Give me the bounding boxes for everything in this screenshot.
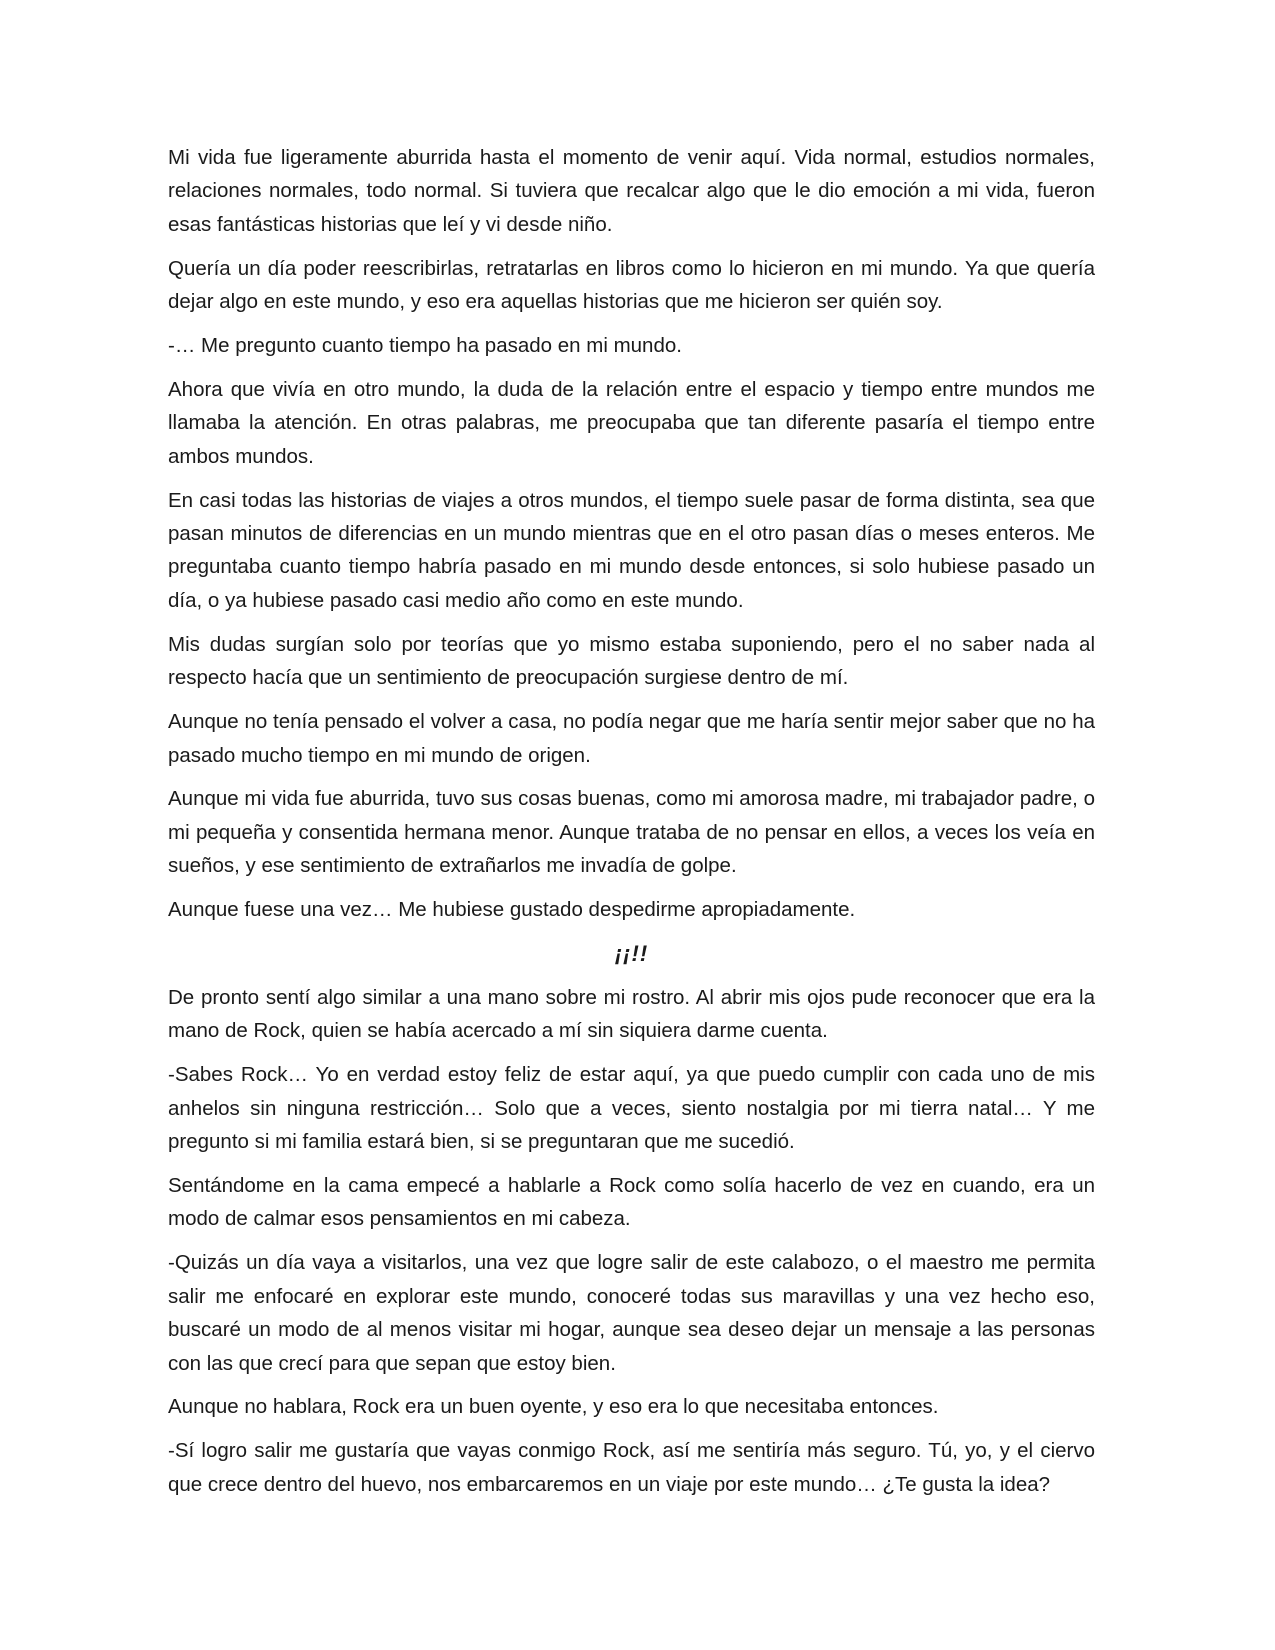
paragraph: En casi todas las historias de viajes a otros mundos, el tiempo suele pasar de forma distinta, sea que pasan minutos de diferencias en un mundo mientras que en el otro pasan días o meses enteros. Me preguntaba cuanto tiempo habría pasado en mi mundo desde entonces, si solo hubiese pasado un día, o ya hubiese pasado casi medio año como en este mundo. xyxy=(168,488,1095,612)
paragraph: Mi vida fue ligeramente aburrida hasta el momento de venir aquí. Vida normal, estudios normales, relaciones normales, todo normal. Si tuviera que recalcar algo que le dio emoción a mi vida, fueron esas fantásticas historias que leí y vi desde niño. xyxy=(168,146,1095,236)
paragraph: -Sabes Rock… Yo en verdad estoy feliz de estar aquí, ya que puedo cumplir con cada uno de mis anhelos sin ninguna restricción… Solo que a veces, siento nostalgia por mi tierra natal… Y me pregunto si mi familia estará bien, si se preguntaran que me sucedió. xyxy=(168,1063,1095,1154)
paragraph: -Sí logro salir me gustaría que vayas conmigo Rock, así me sentiría más seguro. Tú, yo, y el ciervo que crece dentro del huevo, nos embarcaremos en un viaje por este mundo… ¿Te gusta la idea? xyxy=(168,1439,1095,1496)
paragraph: Aunque mi vida fue aburrida, tuvo sus cosas buenas, como mi amorosa madre, mi trabajador padre, o mi pequeña y consentida hermana menor. Aunque trataba de no pensar en ellos, a veces los veía en sueños, y ese sentimiento de extrañarlos me invadía de golpe. xyxy=(168,787,1095,878)
scene-break-marker: ¡¡!! xyxy=(614,941,649,967)
paragraph: -… Me pregunto cuanto tiempo ha pasado en mi mundo. xyxy=(168,334,682,358)
paragraph: Quería un día poder reescribirlas, retratarlas en libros como lo hicieron en mi mundo. Ya que quería dejar algo en este mundo, y eso era aquellas historias que me hicieron ser quién soy. xyxy=(168,256,1095,314)
paragraph: Aunque fuese una vez… Me hubiese gustado despedirme apropiadamente. xyxy=(168,898,856,922)
paragraph: Aunque no tenía pensado el volver a casa, no podía negar que me haría sentir mejor saber que no ha pasado mucho tiempo en mi mundo de origen. xyxy=(168,710,1095,767)
paragraph: Ahora que vivía en otro mundo, la duda de la relación entre el espacio y tiempo entre mundos me llamaba la atención. En otras palabras, me preocupaba que tan diferente pasaría el tiempo entre ambos mundos. xyxy=(168,377,1095,468)
paragraph: Sentándome en la cama empecé a hablarle a Rock como solía hacerlo de vez en cuando, era un modo de calmar esos pensamientos en mi cabeza. xyxy=(168,1173,1095,1231)
paragraph: -Quizás un día vaya a visitarlos, una vez que logre salir de este calabozo, o el maestro me permita salir me enfocaré en explorar este mundo, conoceré todas sus maravillas y una vez hecho eso, buscaré un modo de al menos visitar mi hogar, aunque sea deseo dejar un mensaje a las personas con las que crecí para que sepan que estoy bien. xyxy=(168,1251,1095,1375)
paragraph: Mis dudas surgían solo por teorías que yo mismo estaba suponiendo, pero el no saber nada al respecto hacía que un sentimiento de preocupación surgiese dentro de mí. xyxy=(168,632,1095,690)
paragraph: Aunque no hablara, Rock era un buen oyente, y eso era lo que necesitaba entonces. xyxy=(168,1395,939,1419)
paragraph: De pronto sentí algo similar a una mano sobre mi rostro. Al abrir mis ojos pude reconocer que era la mano de Rock, quien se había acercado a mí sin siquiera darme cuenta. xyxy=(168,985,1095,1043)
